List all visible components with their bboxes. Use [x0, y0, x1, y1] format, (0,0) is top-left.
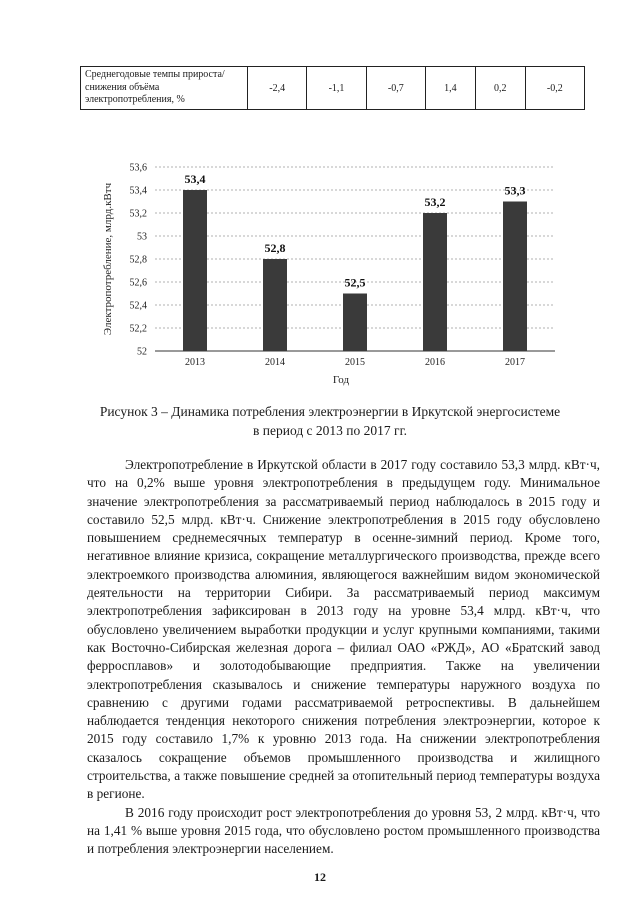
y-tick-label: 52 [137, 346, 147, 358]
paragraph: Электропотребление в Иркутской области в 2017 году составило 53,3 млрд. кВт·ч, что на 0,2% выше уровня электропотребления в предыдущем году. Минимальное значение электропотребления за рассматриваемый период наблюдалось в 2015 году и составило 52,5 млрд. кВт·ч. Снижение электропотребления в 2015 году обусловлено повышением среднемесячных температур в осенне-зимний период. Кроме того, негативное влияние кризиса, сокращение металлургического производства, прежде всего электроемкого производства алюминия, являющегося важнейшим видом экономической деятельности на территории Сибири. За рассматриваемый период максимум электропотребления зафиксирован в 2013 году на уровне 53,4 млрд. кВт·ч, что обусловлено увеличением выработки продукции и услуг крупными компаниями, такими как Восточно-Сибирская железная дорога – филиал ОАО «РЖД», АО «Братский завод ферросплавов» и золотодобывающие предприятия. Также на увеличении электропотребления сказывалось и снижение температуры наружного воздуха по сравнению с другими годами рассматриваемой ретроспективы. В дальнейшем наблюдается тенденция некоторого снижения потребления электроэнергии, которое к 2015 году составило 1,7% к уровню 2013 года. На снижении электропотребления сказалось сокращение объемов промышленного производства и жилищного строительства, а также повышение средней за отопительный период температуры воздуха в регионе. [87, 457, 600, 802]
table-cell: 1,4 [425, 67, 475, 110]
figure-caption [60, 402, 600, 440]
y-tick-label: 53 [137, 231, 147, 243]
y-tick-label: 52,6 [129, 277, 147, 289]
table-row [81, 67, 585, 110]
x-tick-label: 2016 [425, 357, 445, 368]
page-number: 12 [314, 870, 326, 884]
bar-value-label: 52,5 [344, 275, 366, 290]
consumption-bar-chart [95, 155, 565, 400]
growth-table-fragment [80, 66, 585, 110]
table-cell: -0,2 [525, 67, 584, 110]
bar-value-label: 52,8 [264, 241, 286, 255]
y-tick-label: 52,8 [129, 254, 147, 266]
x-axis-title: Год [332, 374, 350, 386]
bar [183, 190, 207, 351]
y-tick-label: 53,6 [129, 162, 147, 174]
x-tick-label: 2013 [185, 357, 205, 368]
chart-svg [95, 155, 565, 395]
table-cell: -2,4 [248, 67, 307, 110]
table-row-label: Среднегодовые темпы прироста/снижения объёма электропотребления, % [81, 67, 248, 110]
bar-value-label: 53,2 [424, 195, 446, 209]
bar [343, 294, 367, 352]
table-cell: 0,2 [475, 67, 525, 110]
paragraph: В 2016 году происходит рост электропотребления до уровня 53, 2 млрд. кВт·ч, что на 1,41 % выше уровня 2015 года, что обусловлено ростом промышленного производства и потребления электроэнергии населением. [87, 804, 600, 857]
bar [503, 202, 527, 352]
table-cell: -1,1 [307, 67, 366, 110]
bar [423, 213, 447, 351]
y-axis-title: Электропотребление, млрд.кВтч [102, 182, 114, 336]
growth-table [80, 66, 585, 110]
bar-value-label: 53,4 [184, 172, 206, 186]
y-tick-label: 52,4 [129, 300, 147, 312]
caption-line-2: в период с 2013 по 2017 гг. [253, 423, 407, 438]
body-text [87, 456, 600, 859]
x-tick-label: 2015 [345, 357, 365, 368]
x-tick-label: 2014 [265, 357, 285, 368]
caption-line-1: Рисунок 3 – Динамика потребления электроэнергии в Иркутской энергосистеме [99, 404, 561, 419]
bar-value-label: 53,3 [504, 183, 526, 198]
bar [263, 259, 287, 351]
x-tick-label: 2017 [505, 357, 525, 368]
y-tick-label: 53,2 [129, 208, 147, 220]
table-cell: -0,7 [366, 67, 425, 110]
y-tick-label: 52,2 [129, 323, 147, 335]
y-tick-label: 53,4 [129, 185, 147, 197]
